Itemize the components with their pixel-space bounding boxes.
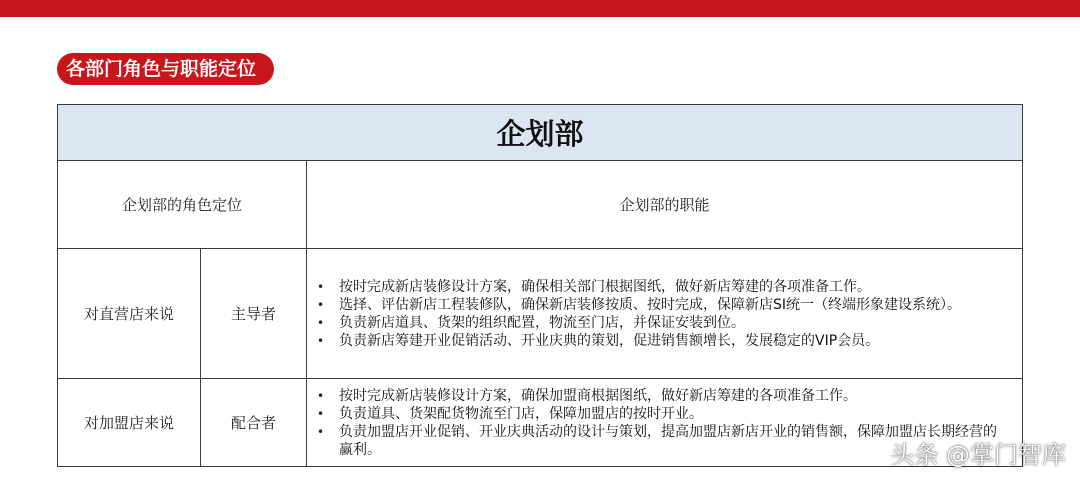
table-row — [58, 249, 1023, 379]
row-context: 对直营店来说 — [58, 249, 201, 379]
row-context: 对加盟店来说 — [58, 379, 201, 467]
duty-item: • 负责新店道具、货架的组织配置，物流至门店，并保证安装到位。 — [317, 314, 1008, 332]
duty-item: • 按时完成新店装修设计方案，确保相关部门根据图纸，做好新店筹建的各项准备工作。 — [317, 278, 1008, 296]
section-title: 各部门角色与职能定位 — [57, 53, 274, 85]
duty-item: • 按时完成新店装修设计方案，确保加盟商根据图纸，做好新店筹建的各项准备工作。 — [317, 387, 1008, 405]
duty-item: • 负责新店筹建开业促销活动、开业庆典的策划，促进销售额增长，发展稳定的VIP会员。 — [317, 332, 1008, 350]
header-role: 企划部的角色定位 — [58, 161, 307, 249]
duty-item: • 负责道具、货架配货物流至门店，保障加盟店的按时开业。 — [317, 405, 1008, 423]
table-row — [58, 379, 1023, 467]
row-duties — [307, 249, 1023, 379]
duty-list — [317, 278, 1008, 350]
header-duty: 企划部的职能 — [307, 161, 1023, 249]
duty-item: • 选择、评估新店工程装修队，确保新店装修按质、按时完成，保障新店SI统一（终端形象建设系统）。 — [317, 296, 1008, 314]
watermark: 头条 @掌门智库 — [890, 441, 1066, 469]
row-role: 主导者 — [201, 249, 307, 379]
top-accent-bar — [0, 0, 1080, 17]
table-title: 企划部 — [58, 105, 1023, 161]
department-table — [57, 104, 1023, 467]
duty-item: • 负责加盟店开业促销、开业庆典活动的设计与策划，提高加盟店新店开业的销售额，保障加盟店长期经营的赢利。 — [317, 423, 1008, 459]
row-role: 配合者 — [201, 379, 307, 467]
